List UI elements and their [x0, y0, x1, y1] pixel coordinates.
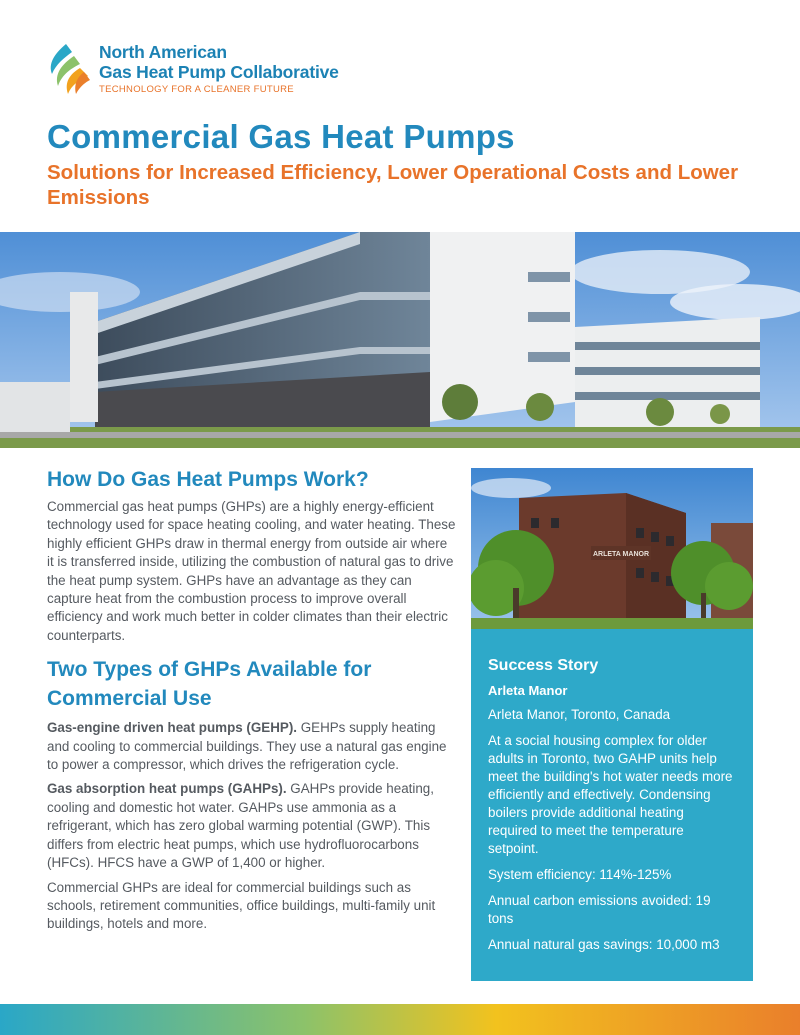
- main-column: [47, 466, 457, 934]
- closing-paragraph: Commercial GHPs are ideal for commercial buildings such as schools, retirement communities, office buildings, multi-family unit buildings, hotels and more.: [47, 879, 436, 932]
- how-heading: How Do Gas Heat Pumps Work?: [47, 468, 369, 491]
- gahp-paragraph: [47, 780, 457, 872]
- success-story-location: Arleta Manor, Toronto, Canada: [488, 707, 671, 722]
- success-story-name: Arleta Manor: [488, 683, 568, 698]
- page-subtitle: Solutions for Increased Efficiency, Lower Operational Costs and Lower Emissions: [47, 161, 739, 209]
- page-title: Commercial Gas Heat Pumps: [47, 118, 515, 155]
- success-story-carbon: Annual carbon emissions avoided: 19 tons: [488, 893, 711, 926]
- gehp-body: GEHPs supply heating and cooling to commercial buildings. They use a natural gas engine to power a compressor, which drives the refrigeration cycle.: [47, 720, 447, 773]
- org-name-line1: North American: [99, 42, 227, 62]
- gehp-label: Gas-engine driven heat pumps (GEHP).: [47, 720, 298, 736]
- success-story-panel: [471, 629, 753, 981]
- success-story-gas-savings: Annual natural gas savings: 10,000 m3: [488, 937, 720, 952]
- building-sign: ARLETA MANOR: [593, 551, 649, 558]
- flame-swoosh-icon: [46, 42, 92, 96]
- hero-image: [0, 232, 800, 448]
- success-story-description: At a social housing complex for older adults in Toronto, two GAHP units help meet the building's hot water needs more efficiently and effectively. Condensing boilers provide additional heating required to meet the temperature setpoint.: [488, 733, 733, 856]
- org-name-line2: Gas Heat Pump Collaborative: [99, 62, 339, 82]
- gahp-label: Gas absorption heat pumps (GAHPs).: [47, 781, 287, 797]
- footer-gradient-bar: [0, 1004, 800, 1035]
- arleta-manor-photo: [471, 468, 753, 629]
- logo: [46, 40, 386, 100]
- how-body: Commercial gas heat pumps (GHPs) are a highly energy-efficient technology used for space heating cooling, and water heating. These highly efficient GHPs draw in thermal energy from outside air where it is transferred inside, utilizing the combustion of natural gas to drive the heat pump system. GHPs have an advantage as they can capture heat from the combustion process to improve overall efficiency and work much better in colder climates than their electric counterparts.: [47, 499, 456, 643]
- gehp-paragraph: [47, 719, 457, 774]
- types-heading: Two Types of GHPs Available for Commercial Use: [47, 658, 372, 711]
- success-story-efficiency: System efficiency: 114%-125%: [488, 867, 672, 882]
- gahp-body: GAHPs provide heating, cooling and domestic hot water. GAHPs use ammonia as a refrigerant, which has zero global warming potential (GWP). This differs from electric heat pumps, which use hydrofluorocarbons (HFCs). HFCS have a GWP of 1,400 or higher.: [47, 781, 434, 871]
- tagline: TECHNOLOGY FOR A CLEANER FUTURE: [99, 84, 294, 95]
- success-story-title: Success Story: [488, 657, 599, 674]
